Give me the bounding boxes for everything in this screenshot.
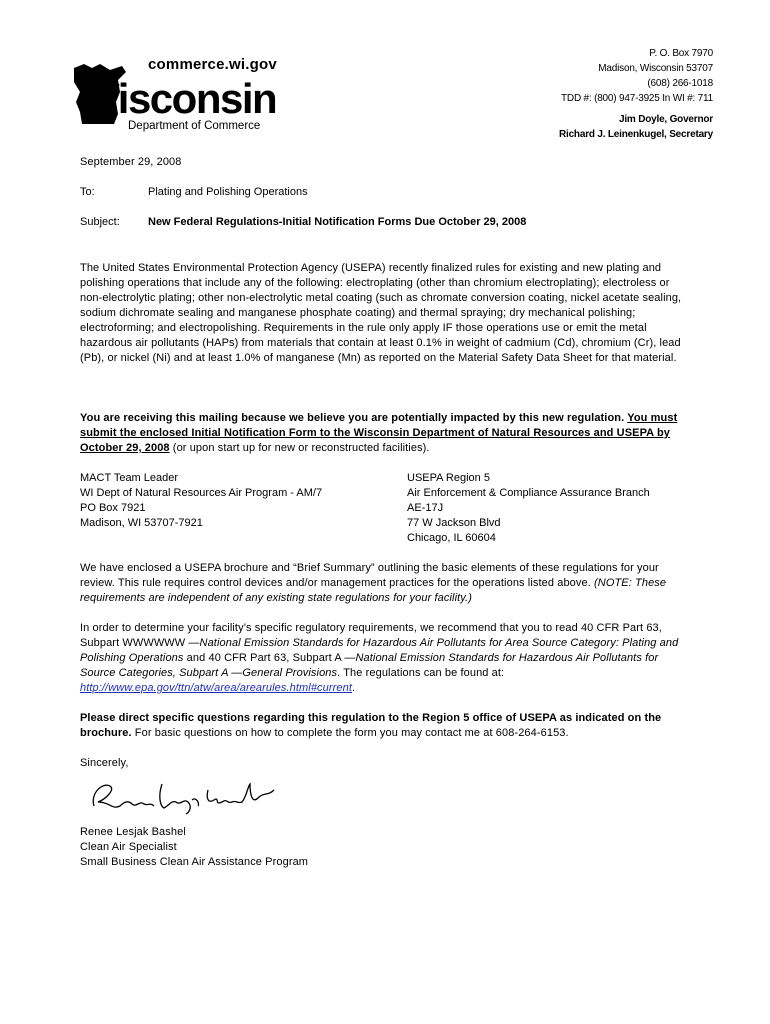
- regulations-text: In order to determine your facility’s specific regulatory requirements, we recommend that you to read 40 CFR Part 63, Subpart WWWWWW —: [80, 622, 662, 649]
- subject-line: [80, 216, 526, 228]
- contact-rest: For basic questions on how to complete the form you may contact me at 608-264-6153.: [131, 727, 569, 739]
- paragraph-enclosure: [80, 561, 692, 606]
- sincerely: Sincerely,: [80, 757, 129, 769]
- paragraph-intro: The United States Environmental Protection Agency (USEPA) recently finalized rules for existing and new plating and polishing operations that include any of the following: electroplating (other than chromium electroplating); electroless or non-electrolytic plating; other non-electrolytic metal coating (such as chromate conversion coating, nickel acetate sealing, sodium dichromate sealing and manganese phosphate coating) and thermal spraying; dry mechanical polishing; electroforming; and electropolishing. Requirements in the rule only apply IF those operations use or emit the metal hazardous air pollutants (HAPs) from materials that contain at least 0.1% in weight of cadmium (Cd), chromium (Cr), lead (Pb), or nickel (Ni) and at least 1.0% of manganese (Mn) as reported on the Material Safety Data Sheet for that material.: [80, 262, 682, 364]
- to-label: To:: [80, 186, 95, 198]
- contact-bold: Please direct specific questions regarding this regulation to the Region 5 office of USEPA as indicated on the brochure.: [80, 712, 662, 739]
- subject-label: Subject:: [80, 216, 120, 228]
- letterhead-address: [559, 46, 713, 142]
- paragraph-contact: [80, 711, 692, 741]
- regulations-text: . The regulations can be found at:: [337, 667, 505, 679]
- address-line: 77 W Jackson Blvd: [407, 517, 501, 529]
- paragraph-regulations: [80, 621, 692, 696]
- to-value: Plating and Polishing Operations: [148, 186, 308, 198]
- subject-value: New Federal Regulations-Initial Notification Forms Due October 29, 2008: [148, 216, 527, 228]
- address-line: MACT Team Leader: [80, 472, 179, 484]
- signature: [88, 776, 288, 816]
- enclosure-note: (NOTE: These requirements are independent of any existing state regulations for your facility.): [80, 577, 667, 604]
- address-line: PO Box 7921: [80, 502, 146, 514]
- to-line: [80, 186, 308, 198]
- address-usepa: [407, 471, 727, 546]
- address-line: Chicago, IL 60604: [407, 532, 496, 544]
- address-line: WI Dept of Natural Resources Air Program - AM/7: [80, 487, 323, 499]
- address-line: Madison, Wisconsin 53707: [598, 63, 713, 74]
- signer-program: Small Business Clean Air Assistance Program: [80, 856, 309, 868]
- address-line: TDD #: (800) 947-3925 In WI #: 711: [561, 93, 713, 104]
- notice-tail: (or upon start up for new or reconstructed facilities).: [169, 442, 430, 454]
- wisconsin-commerce-logo: [70, 52, 280, 136]
- regulations-text: and 40 CFR Part 63, Subpart A —: [183, 652, 356, 664]
- address-dnr: [80, 471, 400, 531]
- address-line: Madison, WI 53707-7921: [80, 517, 203, 529]
- signer-name: Renee Lesjak Bashel: [80, 826, 186, 838]
- address-line: (608) 266-1018: [647, 78, 713, 89]
- governor-name: Jim Doyle, Governor: [618, 114, 713, 125]
- address-line: USEPA Region 5: [407, 472, 490, 484]
- address-line: P. O. Box 7970: [649, 48, 713, 59]
- secretary-name: Richard J. Leinenkugel, Secretary: [558, 129, 713, 140]
- signer-title: Clean Air Specialist: [80, 841, 177, 853]
- site-name: commerce.wi.gov: [148, 56, 277, 73]
- address-line: Air Enforcement & Compliance Assurance Branch: [407, 487, 650, 499]
- paragraph-notice: [80, 411, 692, 456]
- letter-date: September 29, 2008: [80, 156, 182, 168]
- regulations-title: National Emission Standards for Hazardous Air Pollutants for Area Source Category: Plating and Polishing Operations: [80, 637, 679, 664]
- address-line: AE-17J: [407, 502, 444, 514]
- notice-deadline: You must submit the enclosed Initial Notification Form to the Wisconsin Department of Natural Resources and USEPA by October 29, 2008: [80, 412, 678, 454]
- epa-rules-link[interactable]: http://www.epa.gov/ttn/atw/area/arearules.html#current: [80, 682, 352, 694]
- regulations-title: National Emission Standards for Hazardous Air Pollutants for Source Categories, Subpart A —General Provisions: [80, 652, 659, 679]
- regulations-text: .: [351, 682, 356, 694]
- department-name: Department of Commerce: [128, 120, 261, 132]
- enclosure-text: We have enclosed a USEPA brochure and “Brief Summary” outlining the basic elements of these regulations for your review. This rule requires control devices and/or management practices for the operations listed above.: [80, 562, 659, 589]
- state-name: Wisconsin: [80, 75, 277, 122]
- closing-block: [80, 825, 692, 870]
- notice-intro: You are receiving this mailing because we believe you are potentially impacted by this new regulation.: [80, 412, 628, 424]
